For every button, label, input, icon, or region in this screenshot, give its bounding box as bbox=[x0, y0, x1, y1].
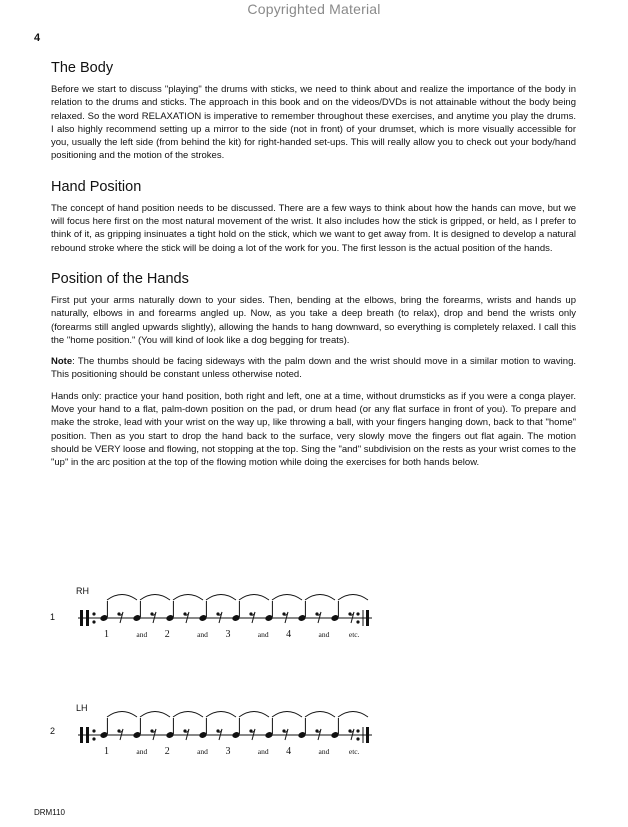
count-label: and bbox=[257, 747, 269, 756]
section-title: Position of the Hands bbox=[51, 270, 189, 287]
count-label: 2 bbox=[164, 629, 170, 640]
repeat-dot bbox=[356, 612, 359, 615]
hand-label: LH bbox=[76, 703, 88, 713]
hand-label: RH bbox=[76, 586, 89, 596]
motion-arc bbox=[107, 595, 137, 601]
count-label: 3 bbox=[225, 629, 231, 640]
section-title: The Body bbox=[51, 60, 114, 76]
rhythm-staff-1 bbox=[60, 592, 400, 652]
section-paragraph: Hands only: practice your hand position, both right and left, one at a time, without drumsticks as if you were a conga player. Move your hand to a flat, palm-down position on the pad, or drum head (or any flat surface in front of you). To prepare and make the stroke, lead with your wrist on the way up, like throwing a ball, with your fingers hanging down, back to that "home" position. Then as you start to drop the hand back to the surface, very slowly move the fingers out flat again. The motion should be VERY loose and flowing, not stopping at the top. Sing the "and" subdivision on the rests as your wrist comes to the "up" in the arc position at the top of the flowing motion while doing the exercises for both hands below. bbox=[51, 390, 576, 469]
count-label: and bbox=[318, 630, 330, 639]
motion-arc bbox=[173, 595, 203, 601]
count-label: 4 bbox=[286, 629, 292, 640]
footer-code: DRM110 bbox=[34, 808, 65, 817]
section-the-body bbox=[51, 59, 576, 163]
count-label: 3 bbox=[225, 746, 231, 757]
repeat-dot bbox=[356, 620, 359, 623]
count-label: and bbox=[136, 630, 148, 639]
motion-arc bbox=[305, 595, 335, 601]
section-hand-position bbox=[51, 178, 576, 255]
percussion-clef bbox=[80, 610, 83, 626]
count-label: and bbox=[257, 630, 269, 639]
copyright-watermark: Copyrighted Material bbox=[247, 1, 381, 17]
count-label: 2 bbox=[164, 746, 170, 757]
exercise-number: 1 bbox=[50, 612, 56, 622]
section-title: Hand Position bbox=[51, 178, 142, 195]
note-text: : The thumbs should be facing sideways with the palm down and the wrist should move in a similar motion to waving. This positioning should be constant unless otherwise noted. bbox=[51, 356, 576, 381]
percussion-clef bbox=[86, 727, 89, 743]
percussion-clef bbox=[80, 727, 83, 743]
section-paragraph: First put your arms naturally down to your sides. Then, bending at the elbows, bring the forearms, wrists and hands up naturally, elbows in and forearms angled up. Now, as you take a deep breath (to relax), drop and bend the wrists only (forearms still angled upwards slightly), allowing the hands to hang downward, so everything is completely relaxed. I call this the "home position." (You will kind of look like a dog begging for treats). bbox=[51, 294, 576, 346]
motion-arc bbox=[206, 595, 236, 601]
main-content bbox=[51, 59, 576, 485]
motion-arc bbox=[338, 595, 368, 601]
repeat-dot bbox=[356, 737, 359, 740]
motion-arc bbox=[338, 712, 368, 718]
repeat-dot bbox=[356, 729, 359, 732]
motion-arc bbox=[173, 712, 203, 718]
motion-arc bbox=[107, 712, 137, 718]
section-position-of-hands bbox=[51, 270, 576, 470]
note-paragraph bbox=[51, 355, 576, 382]
motion-arc bbox=[239, 595, 269, 601]
motion-arc bbox=[272, 712, 302, 718]
count-label: 4 bbox=[286, 746, 292, 757]
percussion-clef bbox=[86, 610, 89, 626]
count-label: 1 bbox=[104, 746, 109, 757]
repeat-dot bbox=[92, 620, 95, 623]
note-label: Note bbox=[51, 356, 73, 368]
repeat-dot bbox=[92, 612, 95, 615]
count-label: and bbox=[136, 747, 148, 756]
motion-arc bbox=[206, 712, 236, 718]
count-label: and bbox=[197, 630, 208, 639]
repeat-dot bbox=[92, 737, 95, 740]
motion-arc bbox=[239, 712, 269, 718]
section-paragraph: Before we start to discuss "playing" the drums with sticks, we need to think about and realize the importance of the body in relation to the drums and sticks. The approach in this book and on the videos/DVDs is not attainable without the body being relaxed. So the word RELAXATION is imperative to remember throughout these exercises, and anytime you play the drums. I also highly recommend setting up a mirror to the side (not in front) of your drumset, which is more visually accessible for you, usually the left side (from behind the kit) for right-handed set-ups. This will really allow you to check out your body/hand positioning and the motion of the strokes. bbox=[51, 84, 576, 162]
barline bbox=[366, 727, 369, 743]
count-label: etc. bbox=[348, 630, 360, 639]
count-label: and bbox=[197, 747, 208, 756]
motion-arc bbox=[140, 595, 170, 601]
page-number: 4 bbox=[34, 32, 41, 44]
motion-arc bbox=[305, 712, 335, 718]
motion-arc bbox=[140, 712, 170, 718]
barline bbox=[366, 610, 369, 626]
exercise-number: 2 bbox=[50, 726, 56, 736]
repeat-dot bbox=[92, 729, 95, 732]
count-label: and bbox=[318, 747, 330, 756]
motion-arc bbox=[272, 595, 302, 601]
count-label: 1 bbox=[104, 629, 109, 640]
count-label: etc. bbox=[348, 747, 360, 756]
rhythm-staff-2 bbox=[60, 709, 400, 769]
section-paragraph: The concept of hand position needs to be discussed. There are a few ways to think about how the hands can move, but we will focus here first on the most natural movement of the wrist. It also includes how the stick is gripped, or held, as I prefer to think of it, as gripping insinuates a tight hold on the stick, which we want to get away from. It is designed to develop a natural rebound stroke where the stick will be doing a lot of the work for you. The first lesson is the actual position of the hands. bbox=[51, 202, 576, 254]
